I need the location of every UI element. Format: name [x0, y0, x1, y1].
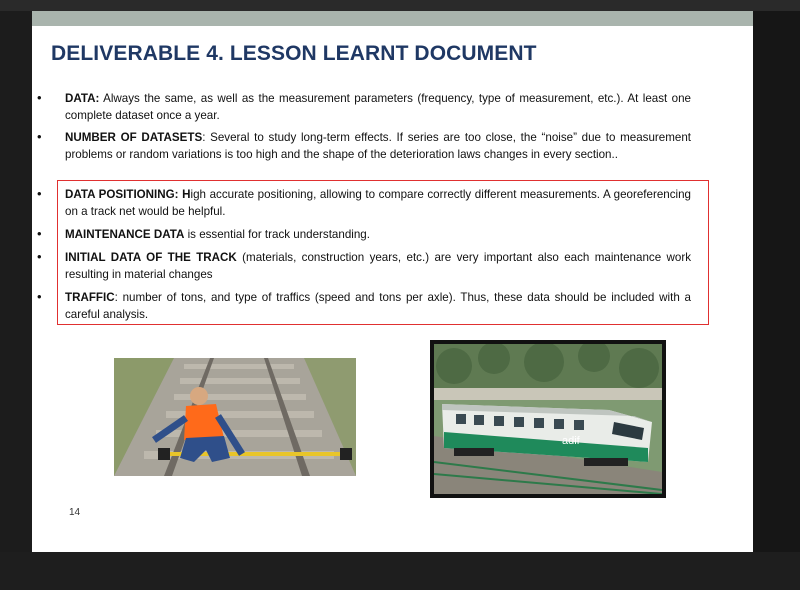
- slide-title: DELIVERABLE 4. LESSON LEARNT DOCUMENT: [51, 42, 537, 65]
- bullet-data: [37, 90, 691, 124]
- bullet-text: is essential for track understanding.: [184, 228, 370, 241]
- bullet-traffic: [37, 289, 691, 323]
- bullet-number-of-datasets: [37, 129, 691, 163]
- slide-header-band: [32, 11, 753, 26]
- bullet-heading: DATA:: [65, 92, 100, 105]
- bullet-text: : number of tons, and type of traffics (speed and tons per axle). Thus, these data should be included with a careful analysis.: [65, 291, 691, 321]
- bullet-dot: •: [37, 226, 42, 241]
- window-right-gutter: [753, 11, 800, 552]
- bullet-text: (materials, construction years, etc.) are very important also each maintenance work resulting in material changes: [65, 251, 691, 281]
- bullet-heading: MAINTENANCE DATA: [65, 228, 185, 241]
- bullet-heading: DATA POSITIONING: H: [65, 188, 191, 201]
- adif-train-photo: [430, 340, 666, 498]
- bullet-maintenance-data: [37, 226, 691, 243]
- bullet-heading: INITIAL DATA OF THE TRACK: [65, 251, 237, 264]
- bullet-text: : Several to study long-term effects. If series are too close, the “noise” due to measurement problems or random variations is too high and the shape of the deterioration laws changes in every section..: [65, 131, 691, 161]
- bullet-dot: •: [37, 186, 42, 201]
- presentation-slide: [32, 11, 753, 552]
- track-worker-photo: [114, 358, 356, 476]
- bullet-data-positioning: [37, 186, 691, 220]
- bullet-heading: TRAFFIC: [65, 291, 115, 304]
- bullet-dot: •: [37, 249, 42, 264]
- page-number: 14: [69, 507, 81, 518]
- bullet-text: igh accurate positioning, allowing to compare correctly different measurements. A georeferencing on a track net would be helpful.: [65, 188, 691, 218]
- train-logo-text: adif: [562, 435, 580, 447]
- bullet-text: Always the same, as well as the measurement parameters (frequency, type of measurement, etc.). At least one complete dataset once a year.: [65, 92, 691, 122]
- bullet-dot: •: [37, 90, 42, 105]
- window-bottom-bar: [0, 552, 800, 590]
- bullet-initial-data: [37, 249, 691, 283]
- bullet-dot: •: [37, 289, 42, 304]
- bullet-dot: •: [37, 129, 42, 144]
- bullet-heading: NUMBER OF DATASETS: [65, 131, 203, 144]
- window-top-bar: [0, 0, 800, 11]
